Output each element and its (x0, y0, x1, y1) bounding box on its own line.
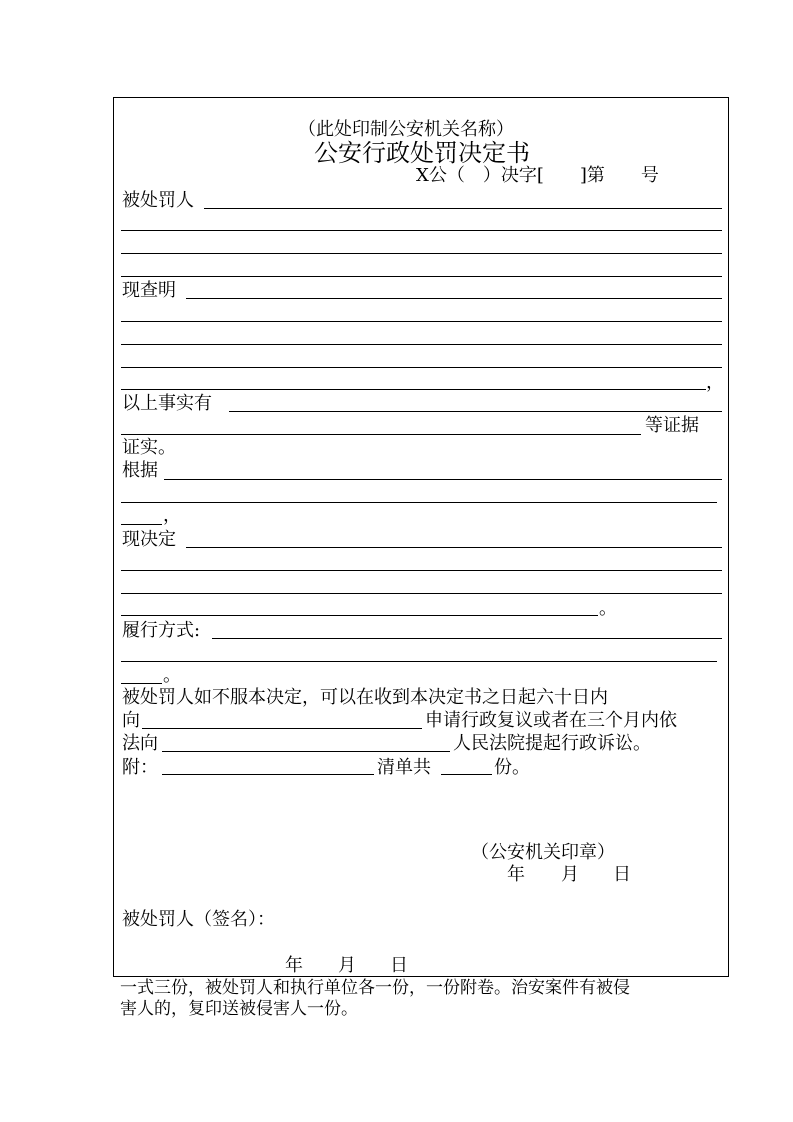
basis-label: 根据 (122, 460, 158, 481)
seal-label: （公安机关印章） (471, 842, 615, 863)
execution-label: 履行方式: (122, 620, 201, 641)
document-title: 公安行政处罚决定书 (314, 139, 530, 167)
punished-person-line-3[interactable] (121, 253, 722, 254)
attachment-line[interactable] (162, 774, 374, 775)
execution-line-3[interactable] (121, 683, 162, 684)
execution-line-2[interactable] (121, 661, 717, 662)
punished-person-line-4[interactable] (121, 276, 722, 277)
signature-year: 年 (285, 955, 303, 976)
basis-line-2[interactable] (121, 502, 717, 503)
document-number: X公（ ）决字[ ]第 号 (416, 165, 659, 186)
attachment-count-line[interactable] (441, 774, 492, 775)
decision-line-4[interactable] (121, 615, 598, 616)
footnote-line-1: 一式三份，被处罚人和执行单位各一份，一份附卷。治安案件有被侵 (120, 978, 630, 998)
facts-line-2[interactable] (121, 434, 641, 435)
agency-name-placeholder: （此处印制公安机关名称） (298, 119, 514, 140)
verified-text: 证实。 (122, 437, 176, 458)
facts-line[interactable] (229, 411, 722, 412)
basis-line-3[interactable] (121, 524, 162, 525)
decision-label: 现决定 (122, 529, 176, 550)
seal-month: 月 (561, 864, 579, 885)
attachment-unit: 份。 (494, 757, 530, 778)
signature-label: 被处罚人（签名）： (122, 909, 275, 930)
basis-line[interactable] (164, 479, 722, 480)
form-border (113, 97, 729, 977)
signature-day: 日 (390, 955, 408, 976)
appeal-line-3-suffix: 人民法院提起行政诉讼。 (453, 733, 651, 754)
evidence-suffix: 等证据 (645, 415, 699, 436)
signature-month: 月 (338, 955, 356, 976)
found-line-5[interactable] (121, 389, 706, 390)
decision-line-3[interactable] (121, 593, 722, 594)
execution-period: 。 (163, 665, 181, 686)
attachment-label: 附： (122, 757, 158, 778)
seal-day: 日 (613, 864, 631, 885)
footnote-line-2: 害人的，复印送被侵害人一份。 (120, 999, 358, 1019)
punished-person-label: 被处罚人 (122, 190, 194, 211)
decision-line[interactable] (186, 547, 722, 548)
appeal-line-2-prefix: 向 (122, 710, 140, 731)
facts-label: 以上事实有 (122, 393, 212, 414)
basis-comma: ， (163, 505, 181, 526)
found-comma: ， (706, 372, 724, 393)
found-line[interactable] (186, 298, 722, 299)
found-label: 现查明 (122, 280, 176, 301)
appeal-text-line-1: 被处罚人如不服本决定，可以在收到本决定书之日起六十日内 (122, 687, 608, 708)
punished-person-line-2[interactable] (121, 230, 722, 231)
seal-year: 年 (507, 864, 525, 885)
appeal-line-2-suffix: 申请行政复议或者在三个月内依 (425, 710, 677, 731)
decision-line-2[interactable] (121, 570, 722, 571)
attachment-list-label: 清单共 (377, 757, 431, 778)
punished-person-line[interactable] (204, 208, 722, 209)
decision-period: 。 (599, 598, 617, 619)
court-line[interactable] (162, 751, 450, 752)
found-line-3[interactable] (121, 344, 722, 345)
appeal-line-3-prefix: 法向 (122, 733, 158, 754)
found-line-2[interactable] (121, 321, 722, 322)
found-line-4[interactable] (121, 367, 722, 368)
review-agency-line[interactable] (142, 728, 422, 729)
execution-line[interactable] (212, 638, 722, 639)
